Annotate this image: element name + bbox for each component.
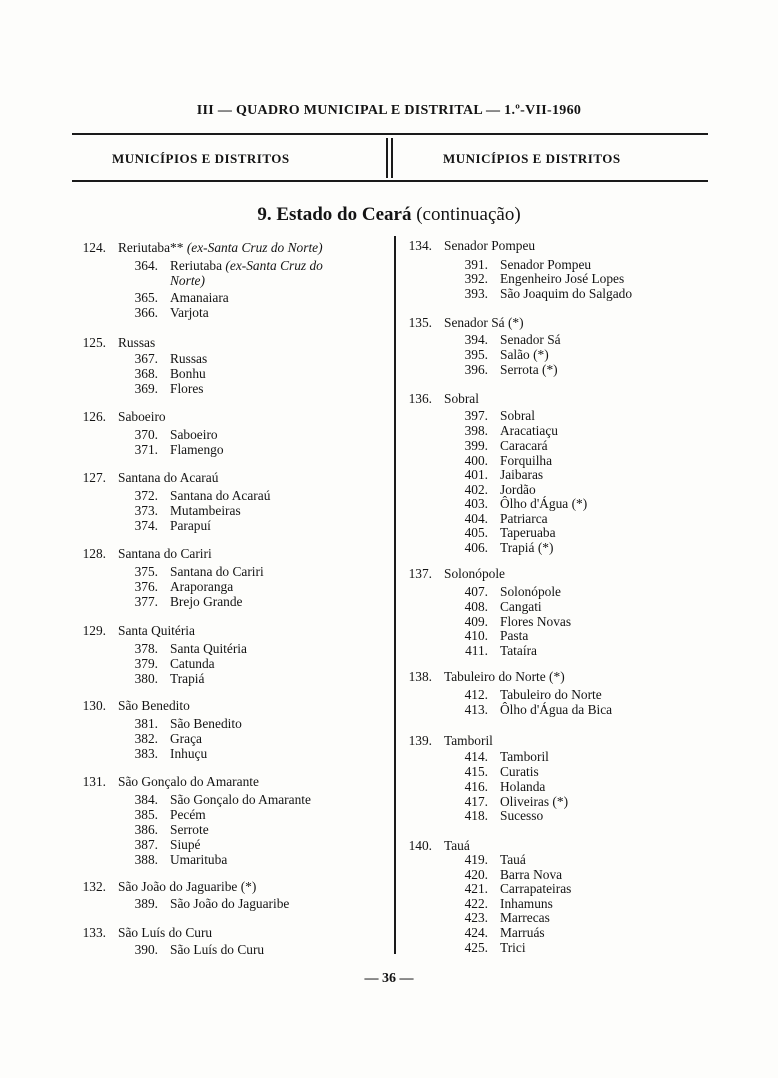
municipality-entry [74,623,195,638]
municipality-number: 132. [82,879,106,894]
district-entry [460,749,549,764]
district-name: Caracará [500,438,548,453]
municipality-name: Saboeiro [118,409,166,424]
district-entry [460,467,543,482]
district-number: 397. [464,408,488,423]
district-entry [460,764,539,779]
district-name: Inhuçu [170,746,208,761]
municipality-entry [400,315,524,330]
municipality-number: 131. [82,774,106,789]
district-number: 418. [464,808,488,823]
district-entry [130,351,207,366]
district-number: 405. [464,525,488,540]
district-name: Inhamuns [500,896,553,911]
district-number: 419. [464,852,488,867]
district-entry [130,366,206,381]
district-entry [460,614,571,629]
district-name: Senador Sá [500,332,561,347]
column-heading-left: MUNICÍPIOS E DISTRITOS [112,151,290,166]
district-entry [460,867,562,882]
municipality-name: Tabuleiro do Norte (*) [444,669,565,684]
district-entry [130,942,264,957]
district-entry [460,779,545,794]
district-entry [460,808,543,823]
district-number: 385. [134,807,158,822]
municipality-number: 137. [408,566,432,581]
municipality-number: 135. [408,315,432,330]
district-number: 376. [134,579,158,594]
district-number: 411. [465,643,488,658]
municipality-name: Sobral [444,391,479,406]
district-name: Parapuí [170,518,211,533]
district-number: 424. [464,925,488,940]
section-title [0,204,778,226]
district-number: 373. [134,503,158,518]
district-name: Marrecas [500,910,550,925]
district-entry [130,896,289,911]
district-number: 391. [464,257,488,272]
municipality-name: Tamboril [444,733,493,748]
district-number: 365. [134,290,158,305]
district-name: Holanda [500,779,546,794]
district-number: 400. [464,453,488,468]
municipality-entry [74,409,166,424]
municipality-name: Santana do Acaraú [118,470,219,485]
district-number: 425. [464,940,488,955]
district-number: 368. [134,366,158,381]
district-name: Catunda [170,656,215,671]
district-number: 408. [464,599,488,614]
municipality-name: São Gonçalo do Amarante [118,774,259,789]
district-entry [460,910,550,925]
district-name: Tamboril [500,749,549,764]
district-number: 387. [134,837,158,852]
municipality-name: Reriutaba** [118,240,184,255]
district-entry [130,290,229,305]
district-name: Amanaiara [170,290,229,305]
district-number: 417. [464,794,488,809]
district-number: 396. [464,362,488,377]
district-name: Tabuleiro do Norte [500,687,602,702]
district-entry [460,257,591,272]
district-entry [460,540,553,555]
municipality-name: São João do Jaguaribe (*) [118,879,257,894]
district-name: São Gonçalo do Amarante [170,792,311,807]
municipality-entry [400,669,565,684]
district-name: Tauá [500,852,526,867]
municipality-name: São Benedito [118,698,190,713]
district-number: 401. [464,467,488,482]
district-number: 367. [134,351,158,366]
district-name: Graça [170,731,202,746]
district-entry [460,643,537,658]
municipality-entry [74,698,190,713]
district-name: São Luís do Curu [170,942,265,957]
district-entry [130,837,201,852]
district-name: Cangati [500,599,542,614]
district-entry [460,511,548,526]
district-number: 384. [134,792,158,807]
district-entry [460,687,602,702]
district-entry [460,286,632,301]
district-entry [460,940,526,955]
district-entry [460,482,536,497]
district-number: 379. [134,656,158,671]
district-name: Umarituba [170,852,228,867]
district-name: Salão (*) [500,347,549,362]
district-number: 366. [134,305,158,320]
district-entry [130,716,242,731]
district-entry [130,488,270,503]
former-name-note: Norte) [170,273,205,288]
section-title-continuation: (continuação) [416,204,521,225]
municipality-entry [400,238,535,253]
district-name: Forquilha [500,453,553,468]
district-entry [460,584,561,599]
district-entry [460,271,624,286]
district-entry [130,731,202,746]
district-name: Carrapateiras [500,881,572,896]
district-name: São João do Jaguaribe [170,896,290,911]
district-number: 378. [134,641,158,656]
municipality-name: Senador Pompeu [444,238,536,253]
district-name: Pasta [500,628,529,643]
district-entry [130,381,203,396]
district-number: 414. [464,749,488,764]
district-name: Sobral [500,408,535,423]
district-name: Serrota (*) [500,362,558,377]
district-number: 413. [464,702,488,717]
municipality-name: Santa Quitéria [118,623,195,638]
municipality-number: 138. [408,669,432,684]
district-name: Jaibaras [500,467,544,482]
district-entry [130,852,227,867]
district-name: Trapiá [170,671,205,686]
municipality-number: 139. [408,733,432,748]
municipality-number: 130. [82,698,106,713]
district-entry [460,438,548,453]
district-number: 403. [464,496,488,511]
column-divider [394,236,396,954]
municipality-name: Senador Sá (*) [444,315,524,330]
municipality-name: Tauá [444,838,470,853]
municipality-number: 128. [82,546,106,561]
district-name: Pecém [170,807,206,822]
district-name: Santa Quitéria [170,641,247,656]
district-number: 415. [464,764,488,779]
column-heading-right: MUNICÍPIOS E DISTRITOS [443,151,621,166]
district-name: Bonhu [170,366,206,381]
column-divider [391,138,393,178]
municipality-entry [400,566,505,581]
district-number: 398. [464,423,488,438]
municipality-entry [400,838,470,853]
district-number: 402. [464,482,488,497]
district-name: São Joaquim do Salgado [500,286,633,301]
district-name: Flores Novas [500,614,572,629]
municipality-number: 125. [82,335,106,350]
district-name: São Benedito [170,716,242,731]
district-name: Flores [170,381,204,396]
municipality-number: 127. [82,470,106,485]
district-number: 421. [464,881,488,896]
page-number: — 36 — [364,971,414,986]
district-number: 423. [464,910,488,925]
district-number: 420. [464,867,488,882]
district-name: Trici [500,940,526,955]
district-number: 412. [464,687,488,702]
municipality-name: Russas [118,335,156,350]
municipality-number: 124. [82,240,106,255]
municipality-number: 136. [408,391,432,406]
district-entry [130,792,311,807]
district-number: 377. [134,594,158,609]
district-number: 407. [464,584,488,599]
district-name: Ôlho d'Água (*) [500,496,588,511]
municipality-number: 134. [408,238,432,253]
district-name: Aracatiaçu [500,423,558,438]
district-entry [130,579,233,594]
municipality-entry [74,774,259,789]
section-title-main: 9. Estado do Ceará [257,204,412,225]
district-name: Tataíra [500,643,537,658]
district-name: Santana do Acaraú [170,488,271,503]
district-name: Taperuaba [500,525,556,540]
district-number: 392. [464,271,488,286]
district-number: 374. [134,518,158,533]
district-entry [460,881,571,896]
district-name: Ôlho d'Água da Bica [500,702,613,717]
district-number: 364. [134,258,158,273]
district-name: Oliveiras (*) [500,794,569,809]
district-entry [130,594,243,609]
district-number: 382. [134,731,158,746]
municipality-entry [74,879,256,894]
district-entry [460,496,587,511]
district-entry [460,408,535,423]
municipality-entry [74,470,218,485]
district-name: Russas [170,351,208,366]
district-name: Marruás [500,925,545,940]
district-name: Jordão [500,482,536,497]
district-name: Reriutaba [170,258,223,273]
district-entry [130,273,205,288]
district-number: 409. [464,614,488,629]
district-number: 395. [464,347,488,362]
district-entry [460,453,552,468]
district-number: 386. [134,822,158,837]
district-number: 381. [134,716,158,731]
district-entry [460,794,568,809]
district-entry [130,746,207,761]
municipality-entry [74,546,212,561]
district-entry [130,807,206,822]
municipality-entry [74,925,212,940]
district-entry [460,347,549,362]
municipality-number: 129. [82,623,106,638]
district-name: Siupé [170,837,201,852]
district-number: 369. [134,381,158,396]
district-entry [460,332,561,347]
district-entry [130,564,264,579]
district-number: 410. [464,628,488,643]
district-entry [460,628,528,643]
district-name: Solonópole [500,584,562,599]
district-name: Santana do Cariri [170,564,264,579]
municipality-entry [400,733,493,748]
municipality-entry [74,240,323,255]
district-number: 372. [134,488,158,503]
district-number: 422. [464,896,488,911]
district-entry [130,503,241,518]
municipality-number: 133. [82,925,106,940]
district-name: Varjota [170,305,209,320]
district-entry [130,656,215,671]
district-name: Serrote [170,822,209,837]
district-entry [460,525,556,540]
district-name: Flamengo [170,442,224,457]
former-name-note: (ex-Santa Cruz do Norte) [186,240,323,255]
district-number: 399. [464,438,488,453]
district-entry [460,702,612,717]
district-entry [130,641,247,656]
municipality-number: 126. [82,409,106,424]
district-entry [130,427,218,442]
district-number: 390. [134,942,158,957]
district-name: Brejo Grande [170,594,243,609]
district-name: Curatis [500,764,539,779]
district-number: 375. [134,564,158,579]
municipality-name: Solonópole [444,566,506,581]
former-name-note: (ex-Santa Cruz do [225,258,323,273]
municipality-name: São Luís do Curu [118,925,213,940]
district-number: 383. [134,746,158,761]
district-entry [460,896,553,911]
district-entry [130,305,209,320]
district-name: Senador Pompeu [500,257,592,272]
municipality-entry [74,335,155,350]
district-number: 370. [134,427,158,442]
district-entry [460,362,558,377]
municipality-entry [400,391,479,406]
district-entry [130,442,224,457]
municipality-name: Santana do Cariri [118,546,212,561]
district-entry [460,925,545,940]
district-name: Araporanga [170,579,234,594]
district-number: 394. [464,332,488,347]
district-number: 380. [134,671,158,686]
district-entry [130,518,211,533]
district-entry [460,599,542,614]
district-entry [130,822,209,837]
district-name: Trapiá (*) [500,540,554,555]
district-number: 416. [464,779,488,794]
heading-rule [72,180,708,182]
district-number: 404. [464,511,488,526]
page-header: III — QUADRO MUNICIPAL E DISTRITAL — 1.º-VII-1960 [196,103,582,118]
district-name: Mutambeiras [170,503,241,518]
district-number: 388. [134,852,158,867]
district-name: Saboeiro [170,427,218,442]
district-name: Patriarca [500,511,548,526]
district-name: Barra Nova [500,867,563,882]
district-name: Sucesso [500,808,544,823]
district-entry [130,671,204,686]
district-name: Engenheiro José Lopes [500,271,625,286]
district-number: 406. [464,540,488,555]
district-number: 371. [134,442,158,457]
district-number: 389. [134,896,158,911]
district-entry [130,258,323,273]
header-rule [72,133,708,135]
district-entry [460,852,526,867]
column-divider [386,138,388,178]
municipality-number: 140. [408,838,432,853]
district-entry [460,423,558,438]
district-number: 393. [464,286,488,301]
